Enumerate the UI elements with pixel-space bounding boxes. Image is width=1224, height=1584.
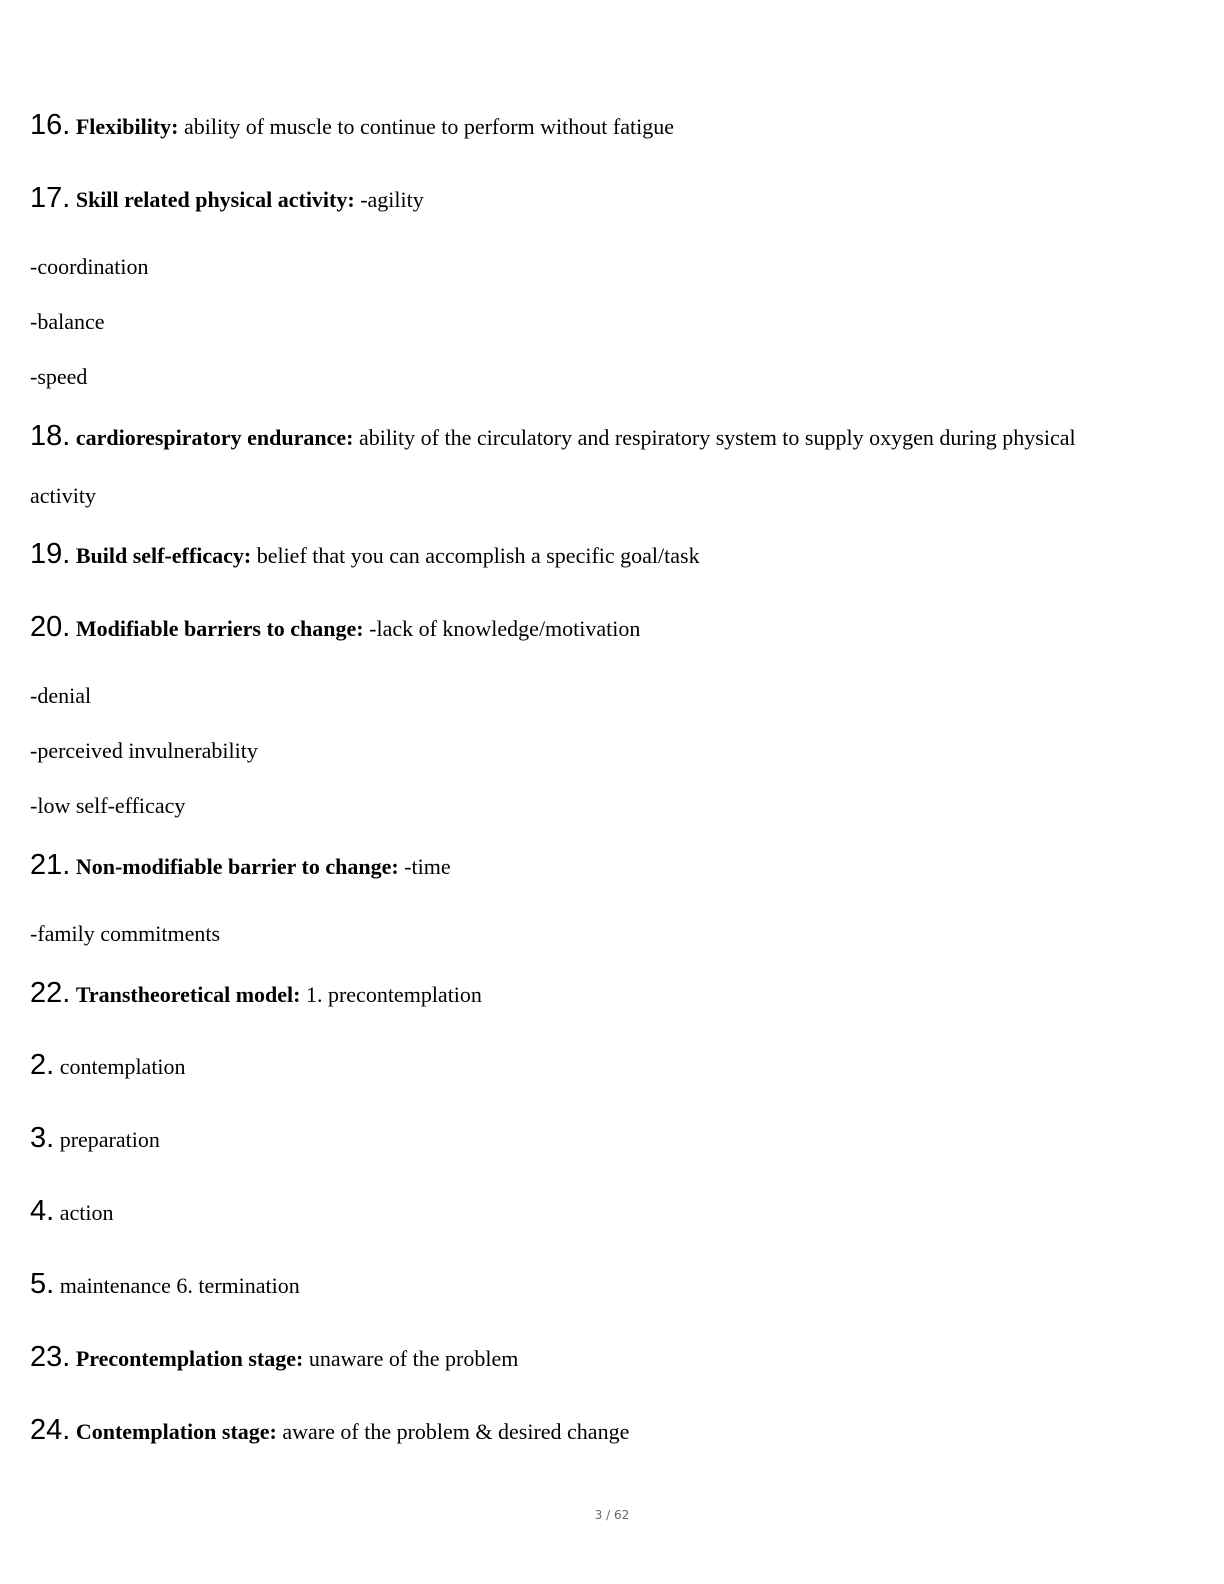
item-text: -speed	[30, 364, 88, 389]
item-text: activity	[30, 483, 96, 508]
item-text: -low self-efficacy	[30, 793, 186, 818]
list-item	[30, 1195, 114, 1227]
list-subitem	[30, 364, 87, 390]
item-text: action	[54, 1200, 114, 1225]
item-text: -perceived invulnerability	[30, 738, 258, 763]
item-text: ability of muscle to continue to perform without fatigue	[178, 114, 674, 139]
item-text: -family commitments	[30, 921, 221, 946]
item-number: 22.	[30, 977, 71, 1009]
list-item	[30, 420, 1076, 452]
item-text: contemplation	[54, 1054, 186, 1079]
item-term: cardiorespiratory endurance:	[75, 425, 354, 450]
item-term: Modifiable barriers to change:	[75, 616, 364, 641]
item-number: 5.	[30, 1268, 55, 1300]
list-item	[30, 849, 451, 881]
item-number: 19.	[30, 538, 71, 570]
item-term: Precontemplation stage:	[75, 1346, 304, 1371]
list-item	[30, 611, 641, 643]
item-number: 3.	[30, 1122, 55, 1154]
item-text: -agility	[354, 187, 424, 212]
list-item	[30, 1049, 186, 1081]
list-item	[30, 1268, 300, 1300]
list-item	[30, 109, 674, 141]
item-number: 20.	[30, 611, 71, 643]
item-text: 1. precontemplation	[300, 982, 482, 1007]
item-term: Non-modifiable barrier to change:	[75, 854, 399, 879]
page-number: 3 / 62	[594, 1508, 630, 1522]
item-text: unaware of the problem	[303, 1346, 519, 1371]
list-subitem	[30, 738, 258, 764]
item-text: preparation	[54, 1127, 160, 1152]
item-number: 23.	[30, 1341, 71, 1373]
item-text: -time	[398, 854, 451, 879]
list-item	[30, 1122, 160, 1154]
item-term: Transtheoretical model:	[75, 982, 301, 1007]
item-text: belief that you can accomplish a specific goal/task	[251, 543, 700, 568]
item-number: 17.	[30, 182, 71, 214]
item-term: Flexibility:	[75, 114, 179, 139]
item-number: 24.	[30, 1414, 71, 1446]
list-item	[30, 977, 482, 1009]
item-text: -lack of knowledge/motivation	[363, 616, 641, 641]
list-subitem	[30, 483, 96, 509]
list-subitem	[30, 793, 185, 819]
item-number: 18.	[30, 420, 71, 452]
item-term: Build self-efficacy:	[75, 543, 252, 568]
item-number: 16.	[30, 109, 71, 141]
item-term: Skill related physical activity:	[75, 187, 355, 212]
list-subitem	[30, 921, 220, 947]
item-number: 21.	[30, 849, 71, 881]
list-item	[30, 538, 700, 570]
list-subitem	[30, 683, 91, 709]
list-subitem	[30, 254, 149, 280]
item-term: Contemplation stage:	[75, 1419, 277, 1444]
item-number: 4.	[30, 1195, 55, 1227]
item-text: -denial	[30, 683, 92, 708]
list-item	[30, 182, 424, 214]
list-subitem	[30, 309, 105, 335]
list-item	[30, 1414, 630, 1446]
item-text: ability of the circulatory and respiratory system to supply oxygen during physical	[353, 425, 1076, 450]
item-text: -balance	[30, 309, 105, 334]
item-text: aware of the problem & desired change	[276, 1419, 630, 1444]
item-number: 2.	[30, 1049, 55, 1081]
item-text: maintenance 6. termination	[54, 1273, 300, 1298]
item-text: -coordination	[30, 254, 149, 279]
list-item	[30, 1341, 519, 1373]
